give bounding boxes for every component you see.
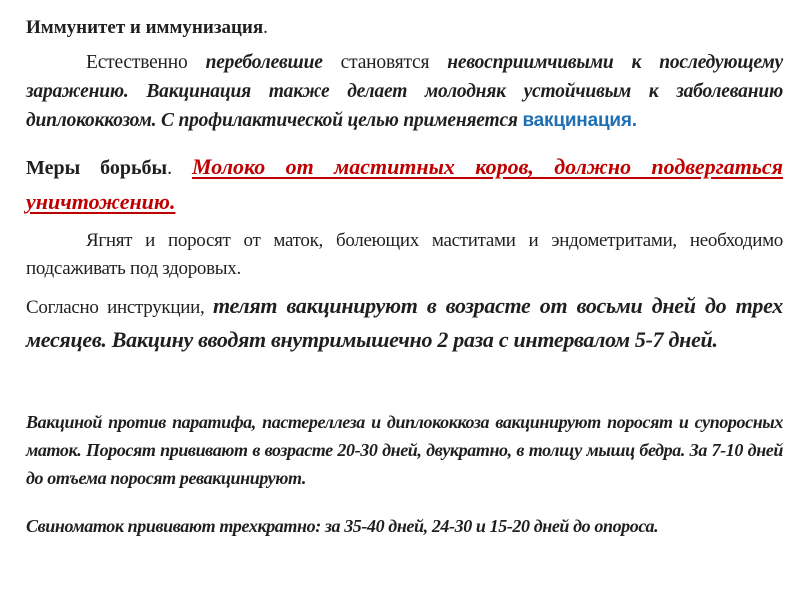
immunity-paragraph <box>26 48 783 135</box>
immunity-text-1: Естественно <box>86 52 206 73</box>
lambs-piglets-text: Ягнят и поросят от маток, болеющих маститами и эндометритами, необходимо подсаживать под здоровых. <box>26 230 783 279</box>
heading-period: . <box>263 17 268 38</box>
lambs-piglets-paragraph <box>26 227 783 283</box>
sows-paragraph <box>26 512 783 540</box>
calves-vaccination-text: телят вакцинируют в возрасте от восьми дней до трех месяцев. Вакцину вводят внутримышечно 2 раза с интервалом 5-7 дней. <box>26 293 783 352</box>
milk-destruction-text: Молоко от маститных коров, должно подвергаться уничтожению. <box>26 154 783 214</box>
instruction-paragraph <box>26 290 783 358</box>
measures-period: . <box>167 157 192 179</box>
immunity-text-3: становятся <box>322 52 448 73</box>
section-heading <box>26 14 783 42</box>
sows-text: Свиноматок прививают трехкратно: за 35-40 дней, 24-30 и 15-20 дней до опороса. <box>26 516 659 536</box>
heading-title: Иммунитет и иммунизация <box>26 17 264 38</box>
control-measures-paragraph <box>26 150 783 220</box>
immunity-text-2: переболевшие <box>205 52 323 73</box>
measures-label: Меры борьбы <box>26 157 168 179</box>
vaccine-paragraph <box>26 408 783 492</box>
vaccine-text: Вакциной против паратифа, пастереллеза и диплококкоза вакцинируют поросят и супоросных маток. Поросят прививают в возрасте 20-30 дней, двукратно, в толщу мышц бедра. За 7-10 дней до отъема поросят ревакцинируют. <box>26 412 783 488</box>
immunity-text-4: невосприимчивыми к последующему заражению. Вакцинация также делает молодняк устойчивым к заболеванию диплококкозом. С профилактической целью применяется <box>26 52 783 131</box>
vaccination-highlight: вакцинация. <box>522 110 637 131</box>
instruction-intro: Согласно инструкции, <box>26 297 213 318</box>
